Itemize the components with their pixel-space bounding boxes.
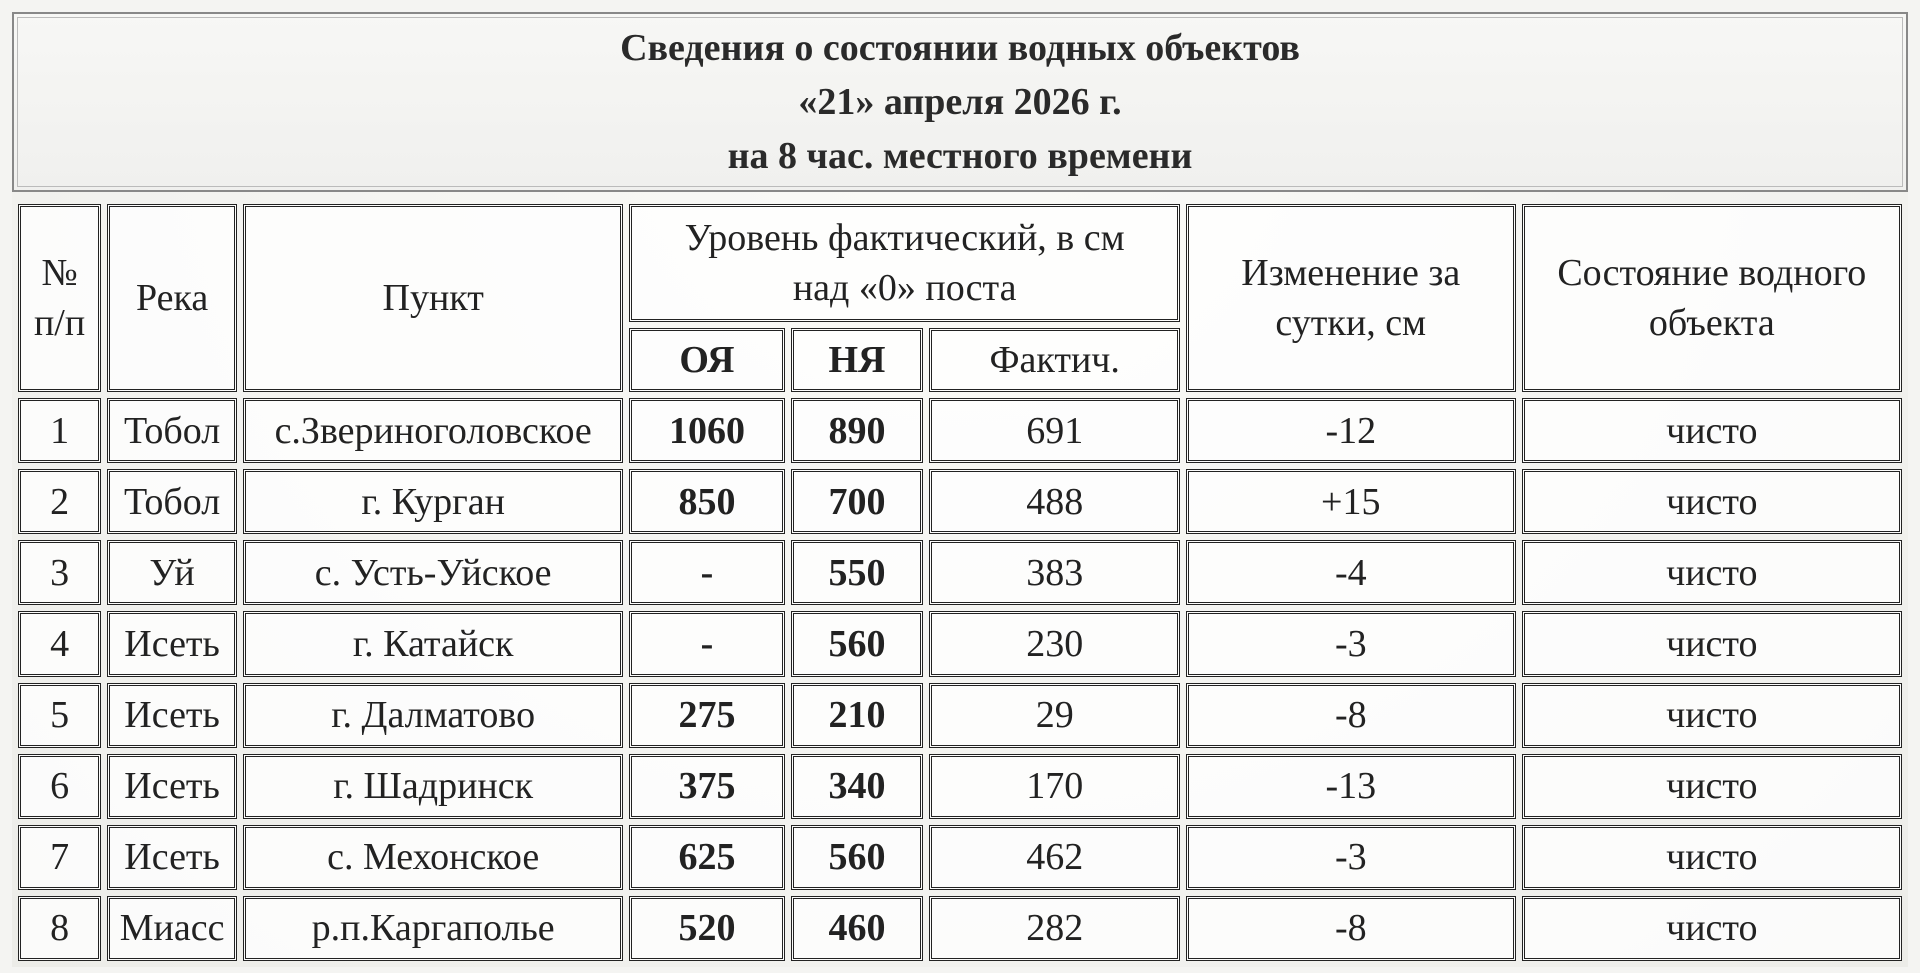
daily-change-cell: -3 — [1186, 825, 1516, 890]
header-actual: Фактич. — [929, 328, 1180, 392]
row-num-cell: 6 — [18, 754, 101, 819]
header-point: Пункт — [243, 204, 623, 392]
daily-change-cell: -8 — [1186, 896, 1516, 961]
table-row — [18, 683, 1902, 748]
state-cell: чисто — [1522, 611, 1902, 676]
actual-level-cell: 488 — [929, 469, 1180, 534]
oya-cell: - — [629, 540, 784, 605]
header-num: № п/п — [18, 204, 101, 392]
actual-level-cell: 462 — [929, 825, 1180, 890]
header-change: Изменение за сутки, см — [1186, 204, 1516, 392]
point-cell: р.п.Каргаполье — [243, 896, 623, 961]
report-title: Сведения о состоянии водных объектов — [620, 27, 1300, 69]
daily-change-cell: +15 — [1186, 469, 1516, 534]
header-river: Река — [107, 204, 237, 392]
nya-cell: 890 — [791, 398, 924, 463]
table-row — [18, 611, 1902, 676]
table-row — [18, 825, 1902, 890]
nya-cell: 550 — [791, 540, 924, 605]
oya-cell: 850 — [629, 469, 784, 534]
daily-change-cell: -3 — [1186, 611, 1516, 676]
header-oya: ОЯ — [629, 328, 784, 392]
nya-cell: 460 — [791, 896, 924, 961]
state-cell: чисто — [1522, 896, 1902, 961]
header-level-group: Уровень фактический, в см над «0» поста — [629, 204, 1180, 322]
river-cell: Тобол — [107, 469, 237, 534]
point-cell: г. Далматово — [243, 683, 623, 748]
point-cell: г. Курган — [243, 469, 623, 534]
row-num-cell: 8 — [18, 896, 101, 961]
row-num-cell: 5 — [18, 683, 101, 748]
daily-change-cell: -12 — [1186, 398, 1516, 463]
point-cell: с. Мехонское — [243, 825, 623, 890]
river-cell: Миасс — [107, 896, 237, 961]
row-num-cell: 2 — [18, 469, 101, 534]
state-cell: чисто — [1522, 825, 1902, 890]
row-num-cell: 3 — [18, 540, 101, 605]
report-time: на 8 час. местного времени — [727, 135, 1193, 177]
river-cell: Тобол — [107, 398, 237, 463]
report-date: «21» апреля 2026 г. — [798, 81, 1122, 123]
nya-cell: 700 — [791, 469, 924, 534]
river-cell: Уй — [107, 540, 237, 605]
point-cell: с.Звериноголовское — [243, 398, 623, 463]
actual-level-cell: 230 — [929, 611, 1180, 676]
state-cell: чисто — [1522, 540, 1902, 605]
water-bodies-report — [12, 12, 1908, 967]
river-cell: Исеть — [107, 754, 237, 819]
nya-cell: 340 — [791, 754, 924, 819]
point-cell: с. Усть-Уйское — [243, 540, 623, 605]
header-state: Состояние водного объекта — [1522, 204, 1902, 392]
report-title-box — [12, 12, 1908, 192]
state-cell: чисто — [1522, 754, 1902, 819]
oya-cell: 275 — [629, 683, 784, 748]
state-cell: чисто — [1522, 469, 1902, 534]
table-row — [18, 540, 1902, 605]
nya-cell: 560 — [791, 611, 924, 676]
actual-level-cell: 383 — [929, 540, 1180, 605]
state-cell: чисто — [1522, 398, 1902, 463]
nya-cell: 560 — [791, 825, 924, 890]
water-levels-table — [12, 198, 1908, 967]
row-num-cell: 4 — [18, 611, 101, 676]
actual-level-cell: 170 — [929, 754, 1180, 819]
oya-cell: 1060 — [629, 398, 784, 463]
state-cell: чисто — [1522, 683, 1902, 748]
river-cell: Исеть — [107, 825, 237, 890]
row-num-cell: 1 — [18, 398, 101, 463]
river-cell: Исеть — [107, 683, 237, 748]
table-row — [18, 754, 1902, 819]
actual-level-cell: 29 — [929, 683, 1180, 748]
daily-change-cell: -13 — [1186, 754, 1516, 819]
oya-cell: - — [629, 611, 784, 676]
table-row — [18, 469, 1902, 534]
daily-change-cell: -8 — [1186, 683, 1516, 748]
actual-level-cell: 691 — [929, 398, 1180, 463]
table-row — [18, 398, 1902, 463]
row-num-cell: 7 — [18, 825, 101, 890]
oya-cell: 520 — [629, 896, 784, 961]
nya-cell: 210 — [791, 683, 924, 748]
header-nya: НЯ — [791, 328, 924, 392]
actual-level-cell: 282 — [929, 896, 1180, 961]
river-cell: Исеть — [107, 611, 237, 676]
point-cell: г. Катайск — [243, 611, 623, 676]
oya-cell: 375 — [629, 754, 784, 819]
point-cell: г. Шадринск — [243, 754, 623, 819]
oya-cell: 625 — [629, 825, 784, 890]
daily-change-cell: -4 — [1186, 540, 1516, 605]
table-row — [18, 896, 1902, 961]
